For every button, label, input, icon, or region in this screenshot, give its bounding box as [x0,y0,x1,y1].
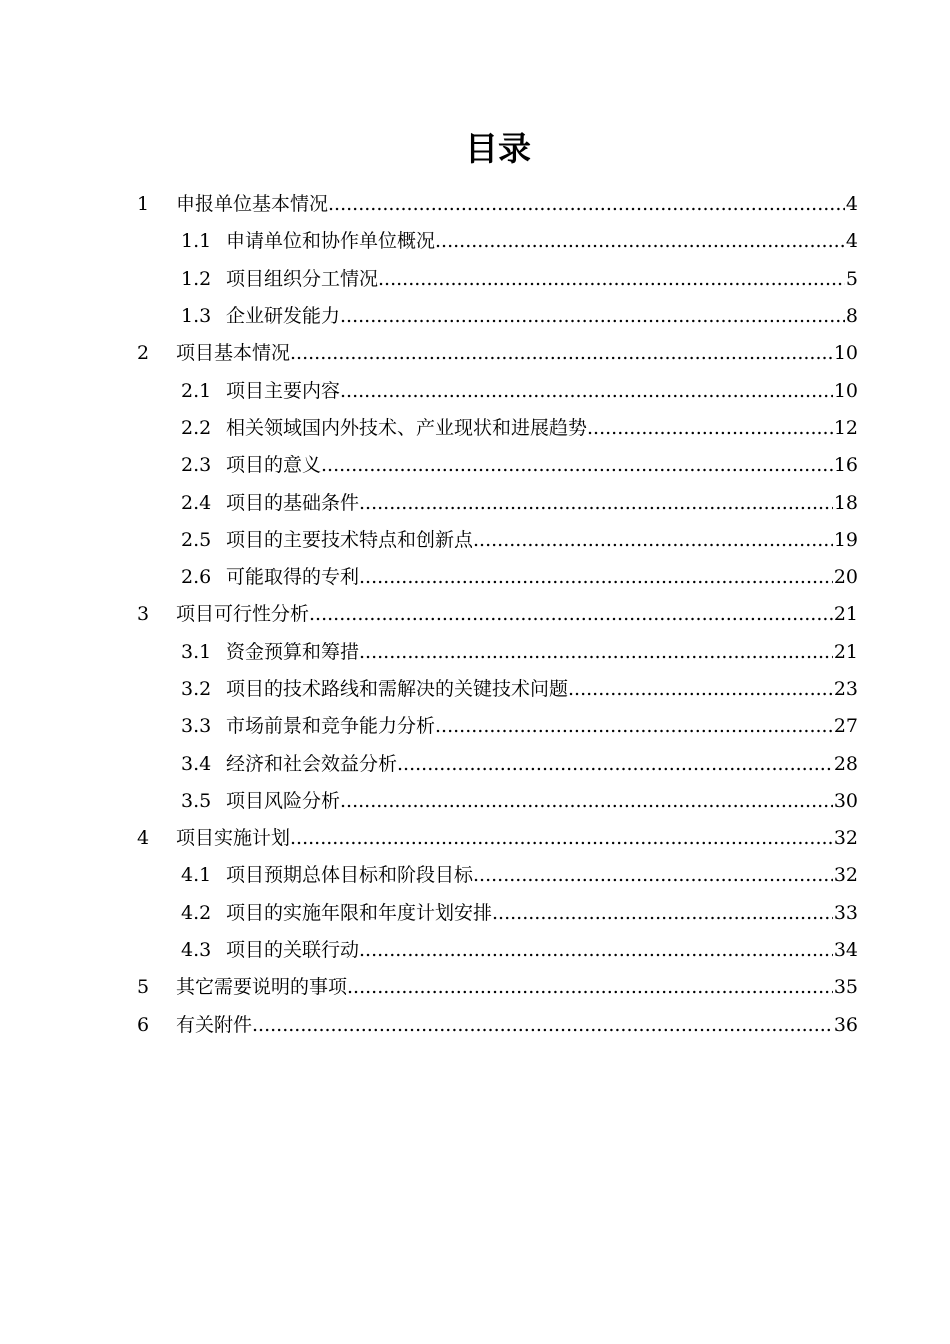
toc-entry[interactable] [0,1007,950,1044]
toc-entry[interactable] [0,335,950,372]
toc-entry-label: 项目主要内容 [226,379,341,402]
toc-entry-label: 项目的基础条件 [226,491,360,514]
toc-entry-page-number: 20 [833,566,858,589]
toc-entry-page-number: 33 [833,901,858,924]
toc-entry[interactable] [0,857,950,894]
toc-dot-leader [252,1007,833,1044]
toc-entry-number: 2 [137,342,150,365]
toc-entry-label: 项目的意义 [226,454,322,477]
toc-entry-page-number: 4 [845,193,858,216]
toc-entry-line [226,410,858,447]
toc-entry[interactable] [0,745,950,782]
toc-dot-leader [359,559,833,596]
toc-dot-leader [473,522,833,559]
toc-entry-number: 6 [137,1013,150,1036]
toc-entry-line [226,895,858,932]
toc-entry-line [226,746,858,783]
toc-entry[interactable] [0,969,950,1006]
toc-entry-label: 相关领域国内外技术、产业现状和进展趋势 [226,416,588,439]
toc-dot-leader [359,634,833,671]
toc-entry-line [226,671,858,708]
toc-entry-line [176,1007,858,1044]
toc-entry-page-number: 28 [833,752,858,775]
toc-entry[interactable] [0,484,950,521]
toc-dot-leader [340,783,833,820]
toc-entry-page-number: 19 [833,528,858,551]
toc-dot-leader [435,708,833,745]
toc-entry-line [176,969,858,1006]
toc-entry-line [226,559,858,596]
toc-entry[interactable] [0,596,950,633]
toc-entry-line [176,335,858,372]
toc-dot-leader [435,223,845,260]
toc-entry-label: 有关附件 [176,1013,253,1036]
toc-entry[interactable] [0,783,950,820]
toc-entry-label: 企业研发能力 [226,305,341,328]
toc-dot-leader [568,671,833,708]
toc-entry[interactable] [0,671,950,708]
toc-dot-leader [473,857,833,894]
toc-entry-number: 4 [137,827,150,850]
toc-entry-page-number: 21 [833,603,858,626]
toc-dot-leader [309,596,833,633]
toc-entry-number: 5 [137,976,150,999]
toc-entry-page-number: 10 [833,342,858,365]
toc-entry-number: 2.6 [181,566,212,589]
toc-entry-label: 项目风险分析 [226,789,341,812]
toc-entry-page-number: 27 [833,715,858,738]
toc-entry-number: 3.3 [181,715,212,738]
toc-entry[interactable] [0,372,950,409]
toc-entry-number: 2.5 [181,528,212,551]
toc-dot-leader [321,447,833,484]
toc-entry-number: 4.1 [181,864,212,887]
toc-entry-number: 2.3 [181,454,212,477]
toc-dot-leader [359,485,833,522]
toc-entry-page-number: 36 [833,1013,858,1036]
toc-entry-number: 4.3 [181,939,212,962]
toc-entry-line [226,223,858,260]
toc-entry[interactable] [0,820,950,857]
toc-entry[interactable] [0,559,950,596]
toc-entry-number: 3.2 [181,678,212,700]
toc-entry[interactable] [0,708,950,745]
toc-entry-line [226,485,858,522]
toc-entry[interactable] [0,298,950,335]
toc-entry[interactable] [0,261,950,298]
toc-entry-label: 申报单位基本情况 [176,193,329,216]
toc-entry-page-number: 18 [833,491,858,514]
toc-entry-number: 3.4 [181,752,212,775]
toc-entry[interactable] [0,447,950,484]
toc-entry-number: 3 [137,603,150,626]
toc-dot-leader [587,410,833,447]
toc-entry-page-number: 12 [833,416,858,439]
toc-dot-leader [397,746,833,783]
toc-entry-number: 1.3 [181,305,212,328]
toc-entry-line [176,596,858,633]
toc-entry-label: 项目的技术路线和需解决的关键技术问题 [226,678,569,700]
toc-entry-number: 3.1 [181,640,212,663]
toc-entry[interactable] [0,522,950,559]
toc-entry-label: 项目组织分工情况 [226,267,379,290]
toc-entry-line [226,522,858,559]
toc-entry-label: 项目的实施年限和年度计划安排 [226,901,493,924]
toc-entry[interactable] [0,895,950,932]
toc-entry[interactable] [0,932,950,969]
toc-entry-page-number: 32 [833,864,858,887]
toc-entry-label: 申请单位和协作单位概况 [226,230,436,253]
toc-entry-page-number: 8 [845,305,858,328]
toc-entry-label: 其它需要说明的事项 [176,976,348,999]
toc-dot-leader [347,969,833,1006]
toc-entry-page-number: 16 [833,454,858,477]
toc-entry-page-number: 34 [833,939,858,962]
toc-entry-page-number: 30 [833,789,858,812]
toc-entry-label: 可能取得的专利 [226,566,360,589]
toc-entry-line [226,447,858,484]
toc-entry-line [226,298,858,335]
toc-entry-number: 1.1 [181,230,212,253]
toc-dot-leader [492,895,833,932]
toc-dot-leader [359,932,833,969]
toc-entry-page-number: 5 [845,267,858,290]
toc-dot-leader [340,298,845,335]
toc-entry-number: 1.2 [181,267,212,290]
toc-entry-page-number: 10 [833,379,858,402]
toc-entry-number: 2.4 [181,491,212,514]
toc-entry-line [226,783,858,820]
toc-dot-leader [290,820,833,857]
toc-entry-line [226,261,858,298]
toc-entry-line [226,373,858,410]
toc-entry-label: 项目的主要技术特点和创新点 [226,528,474,551]
toc-entry-number: 2.1 [181,379,212,402]
toc-entry-page-number: 32 [833,827,858,850]
toc-entry-number: 1 [137,193,150,216]
toc-entry[interactable] [0,223,950,260]
toc-entry[interactable] [0,634,950,671]
toc-entry-label: 项目基本情况 [176,342,291,365]
toc-dot-leader [328,186,845,223]
toc-dot-leader [340,373,833,410]
toc-entry-line [226,932,858,969]
table-of-contents [0,186,950,1044]
toc-entry-label: 市场前景和竞争能力分析 [226,715,436,738]
toc-entry-label: 经济和社会效益分析 [226,752,398,775]
toc-entry-number: 4.2 [181,901,212,924]
toc-entry-page-number: 35 [833,976,858,999]
toc-entry-label: 资金预算和筹措 [226,640,360,663]
toc-entry-label: 项目实施计划 [176,827,291,850]
toc-entry-label: 项目的关联行动 [226,939,360,962]
toc-entry-line [176,186,858,223]
toc-entry-number: 3.5 [181,789,212,812]
toc-entry-page-number: 23 [833,678,858,700]
toc-dot-leader [378,261,845,298]
toc-entry-page-number: 4 [845,230,858,253]
toc-dot-leader [290,335,833,372]
toc-entry-label: 项目预期总体目标和阶段目标 [226,864,474,887]
toc-entry-line [226,857,858,894]
toc-entry-label: 项目可行性分析 [176,603,310,626]
toc-entry-line [176,820,858,857]
toc-entry-line [226,634,858,671]
toc-entry-number: 2.2 [181,416,212,439]
toc-title: 目录 [465,129,531,168]
toc-entry-page-number: 21 [833,640,858,663]
toc-entry[interactable] [0,186,950,223]
toc-entry[interactable] [0,410,950,447]
toc-entry-line [226,708,858,745]
